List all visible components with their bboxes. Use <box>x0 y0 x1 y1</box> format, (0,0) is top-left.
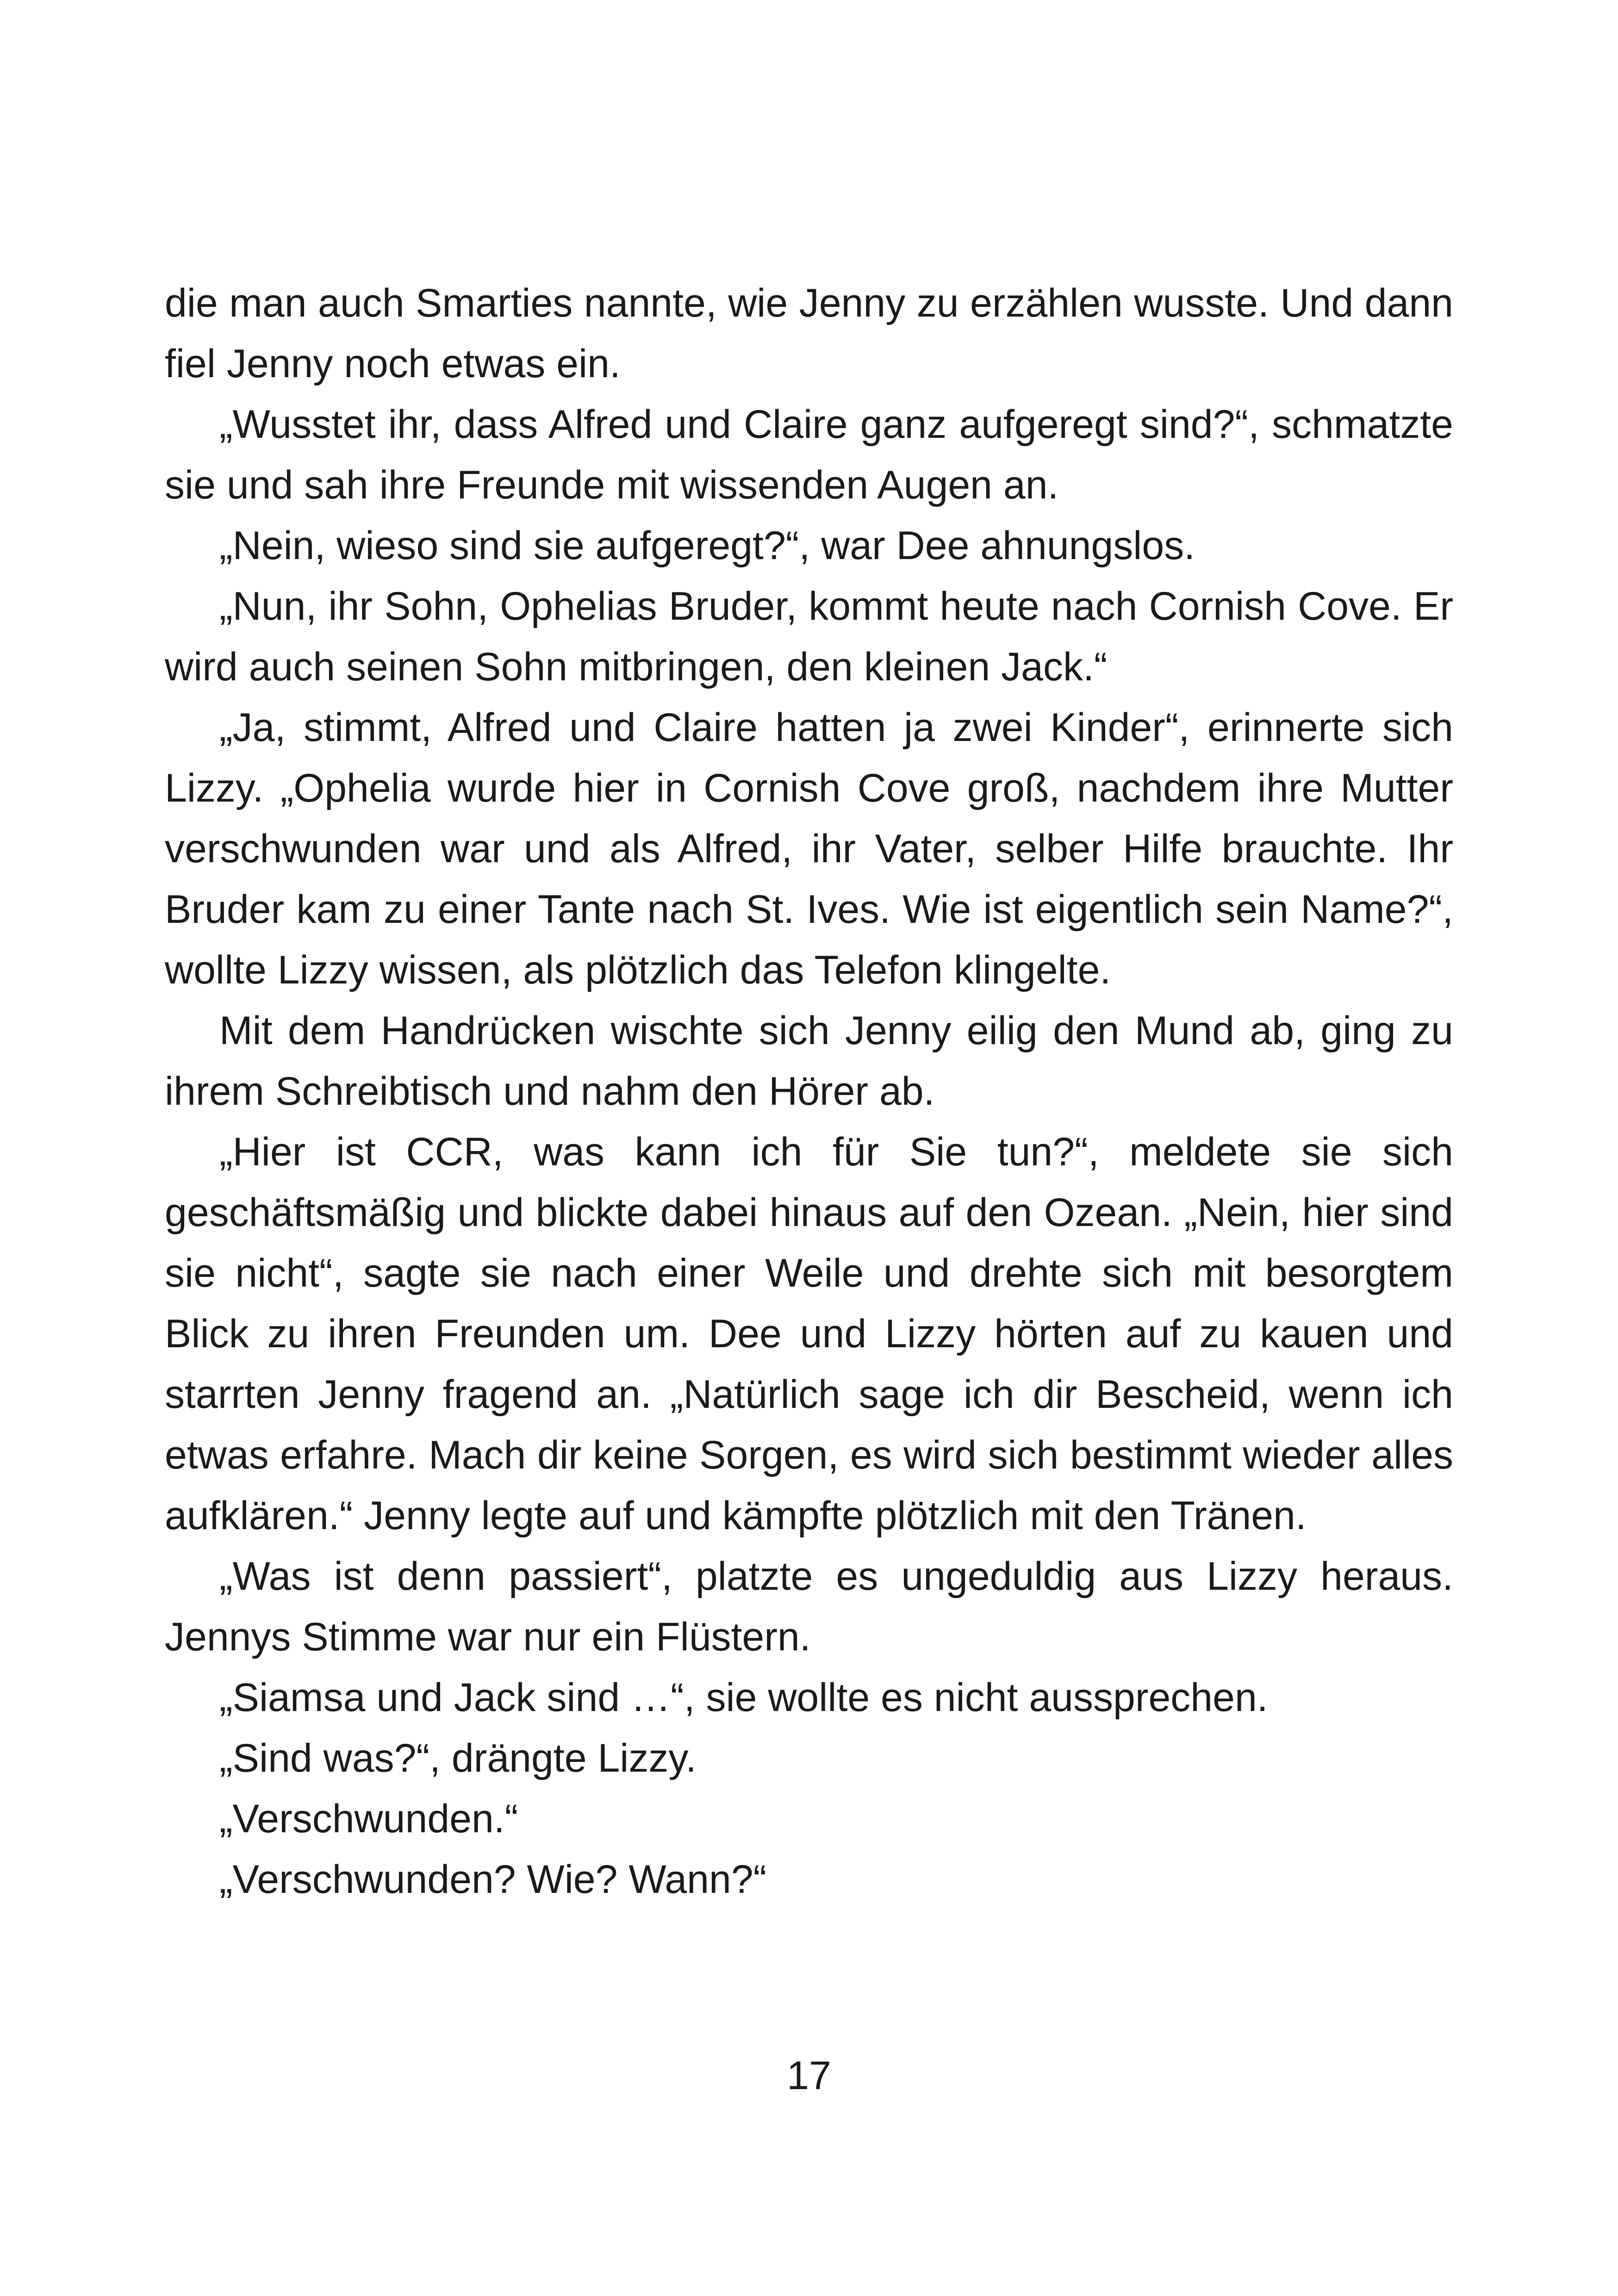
paragraph: „Siamsa und Jack sind …“, sie wollte es nicht aussprechen. <box>219 1675 1268 1720</box>
paragraph: Mit dem Handrücken wischte sich Jenny eilig den Mund ab, ging zu ihrem Schreibtisch und nahm den Hörer ab. <box>165 1008 1453 1114</box>
page-number: 17 <box>787 2053 831 2098</box>
paragraph: „Wusstet ihr, dass Alfred und Claire ganz aufgeregt sind?“, schmatzte sie und sah ihre Freunde mit wissenden Augen an. <box>165 402 1453 507</box>
paragraph: „Ja, stimmt, Alfred und Claire hatten ja zwei Kinder“, erinnerte sich Lizzy. „Ophelia wurde hier in Cornish Cove groß, nachdem ihre Mutter verschwunden war und als Alfred, ihr Vater, selber Hilfe brauchte. Ihr Bruder kam zu einer Tante nach St. Ives. Wie ist eigentlich sein Name?“, wollte Lizzy wissen, als plötzlich das Telefon klingelte. <box>165 705 1453 992</box>
paragraph: „Sind was?“, drängte Lizzy. <box>219 1736 697 1780</box>
paragraph: „Hier ist CCR, was kann ich für Sie tun?“, meldete sie sich geschäftsmäßig und blickte dabei hinaus auf den Ozean. „Nein, hier sind sie nicht“, sagte sie nach einer Weile und drehte sich mit besorgtem Blick zu ihren Freunden um. Dee und Lizzy hörten auf zu kauen und starrten Jenny fragend an. „Natürlich sage ich dir Bescheid, wenn ich etwas erfahre. Mach dir keine Sorgen, es wird sich bestimmt wieder alles aufklären.“ Jenny legte auf und kämpfte plötzlich mit den Tränen. <box>165 1130 1453 1538</box>
paragraph: „Nein, wieso sind sie aufgeregt?“, war Dee ahnungslos. <box>219 523 1195 568</box>
paragraph: „Verschwunden.“ <box>219 1797 518 1841</box>
paragraph: „Was ist denn passiert“, platzte es ungeduldig aus Lizzy heraus. Jennys Stimme war nur ein Flüstern. <box>165 1554 1453 1659</box>
paragraph: die man auch Smarties nannte, wie Jenny zu erzählen wusste. Und dann fiel Jenny noch etwas ein. <box>165 281 1453 386</box>
paragraph: „Verschwunden? Wie? Wann?“ <box>219 1857 767 1902</box>
body-text <box>165 273 1453 1910</box>
paragraph: „Nun, ihr Sohn, Ophelias Bruder, kommt heute nach Cornish Cove. Er wird auch seinen Sohn mitbringen, den kleinen Jack.“ <box>165 584 1453 689</box>
